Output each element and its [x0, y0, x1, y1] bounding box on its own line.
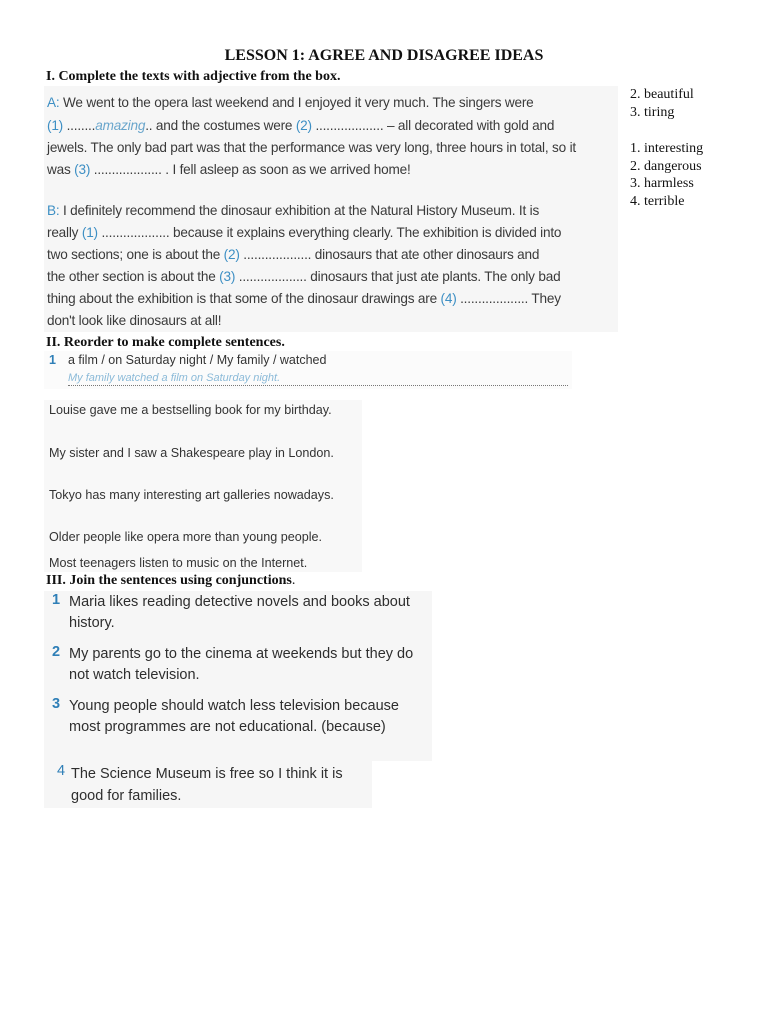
answer-box-b — [630, 140, 703, 210]
text-a-line-3: jewels. The only bad part was that the performance was very long, three hours in total, so it — [47, 140, 576, 155]
text-b-line-6: don't look like dinosaurs at all! — [47, 313, 222, 328]
answer-item: 3. harmless — [630, 176, 694, 191]
text-b-line-1: B: I definitely recommend the dinosaur exhibition at the Natural History Museum. It is — [47, 203, 540, 218]
join-item: My parents go to the cinema at weekends but they do not watch television. — [69, 646, 414, 683]
text-b-line-5: thing about the exhibition is that some of the dinosaur drawings are (4) ................... They — [47, 291, 561, 306]
answer-item: 3. tiring — [630, 104, 675, 120]
text-a-line-1: A: We went to the opera last weekend and I enjoyed it very much. The singers were — [47, 95, 534, 110]
sentences-panel — [44, 400, 362, 572]
text-a-line-2: (1) ........amazing.. and the costumes were (2) ................... – all decorated with gold and — [47, 118, 555, 133]
example-answer-line — [68, 371, 568, 386]
answer-box-a — [630, 86, 694, 121]
text-b-line-3: two sections; one is about the (2) ................... dinosaurs that ate other dinosaurs and — [47, 247, 540, 262]
handwritten-example-answer: My family watched a film on Saturday night. — [68, 372, 281, 384]
sentence-item: My sister and I saw a Shakespeare play in London. — [49, 446, 334, 460]
example-prompt: a film / on Saturday night / My family / watched — [68, 353, 327, 367]
answer-item: 1. interesting — [630, 141, 704, 156]
sentence-item: Tokyo has many interesting art galleries nowadays. — [49, 488, 334, 502]
join-item: The Science Museum is free so I think it is good for families. — [71, 766, 343, 804]
sentence-item: Older people like opera more than young people. — [49, 530, 323, 544]
answer-item: 2. dangerous — [630, 158, 702, 174]
answer-item: 4. terrible — [630, 193, 685, 209]
section3-heading: III. Join the sentences using conjunctions. — [46, 573, 296, 588]
example-number: 1 — [49, 353, 56, 367]
join-item: Maria likes reading detective novels and books about history. — [69, 594, 410, 631]
item-number: 1 — [52, 592, 61, 608]
join-item: Young people should watch less television because most programmes are not educational. (because) — [69, 698, 399, 735]
text-b-line-2: really (1) ................... because it explains everything clearly. The exhibition is divided into — [47, 225, 562, 240]
sentence-item: Louise gave me a bestselling book for my birthday. — [49, 403, 332, 417]
sentence-item: Most teenagers listen to music on the Internet. — [49, 556, 308, 570]
text-a-line-4: was (3) ................... . I fell asleep as soon as we arrived home! — [47, 162, 411, 177]
item-number: 4 — [57, 763, 66, 779]
text-b-line-4: the other section is about the (3) ................... dinosaurs that just ate plants. The only bad — [47, 269, 561, 284]
item-number: 3 — [52, 696, 61, 712]
handwritten-answer: amazing — [95, 118, 146, 133]
section2-heading: II. Reorder to make complete sentences. — [46, 335, 285, 350]
page-title: LESSON 1: AGREE AND DISAGREE IDEAS — [224, 47, 544, 64]
item-number: 2 — [52, 644, 61, 660]
section1-heading: I. Complete the texts with adjective from the box. — [46, 69, 341, 84]
answer-item: 2. beautiful — [630, 87, 694, 102]
